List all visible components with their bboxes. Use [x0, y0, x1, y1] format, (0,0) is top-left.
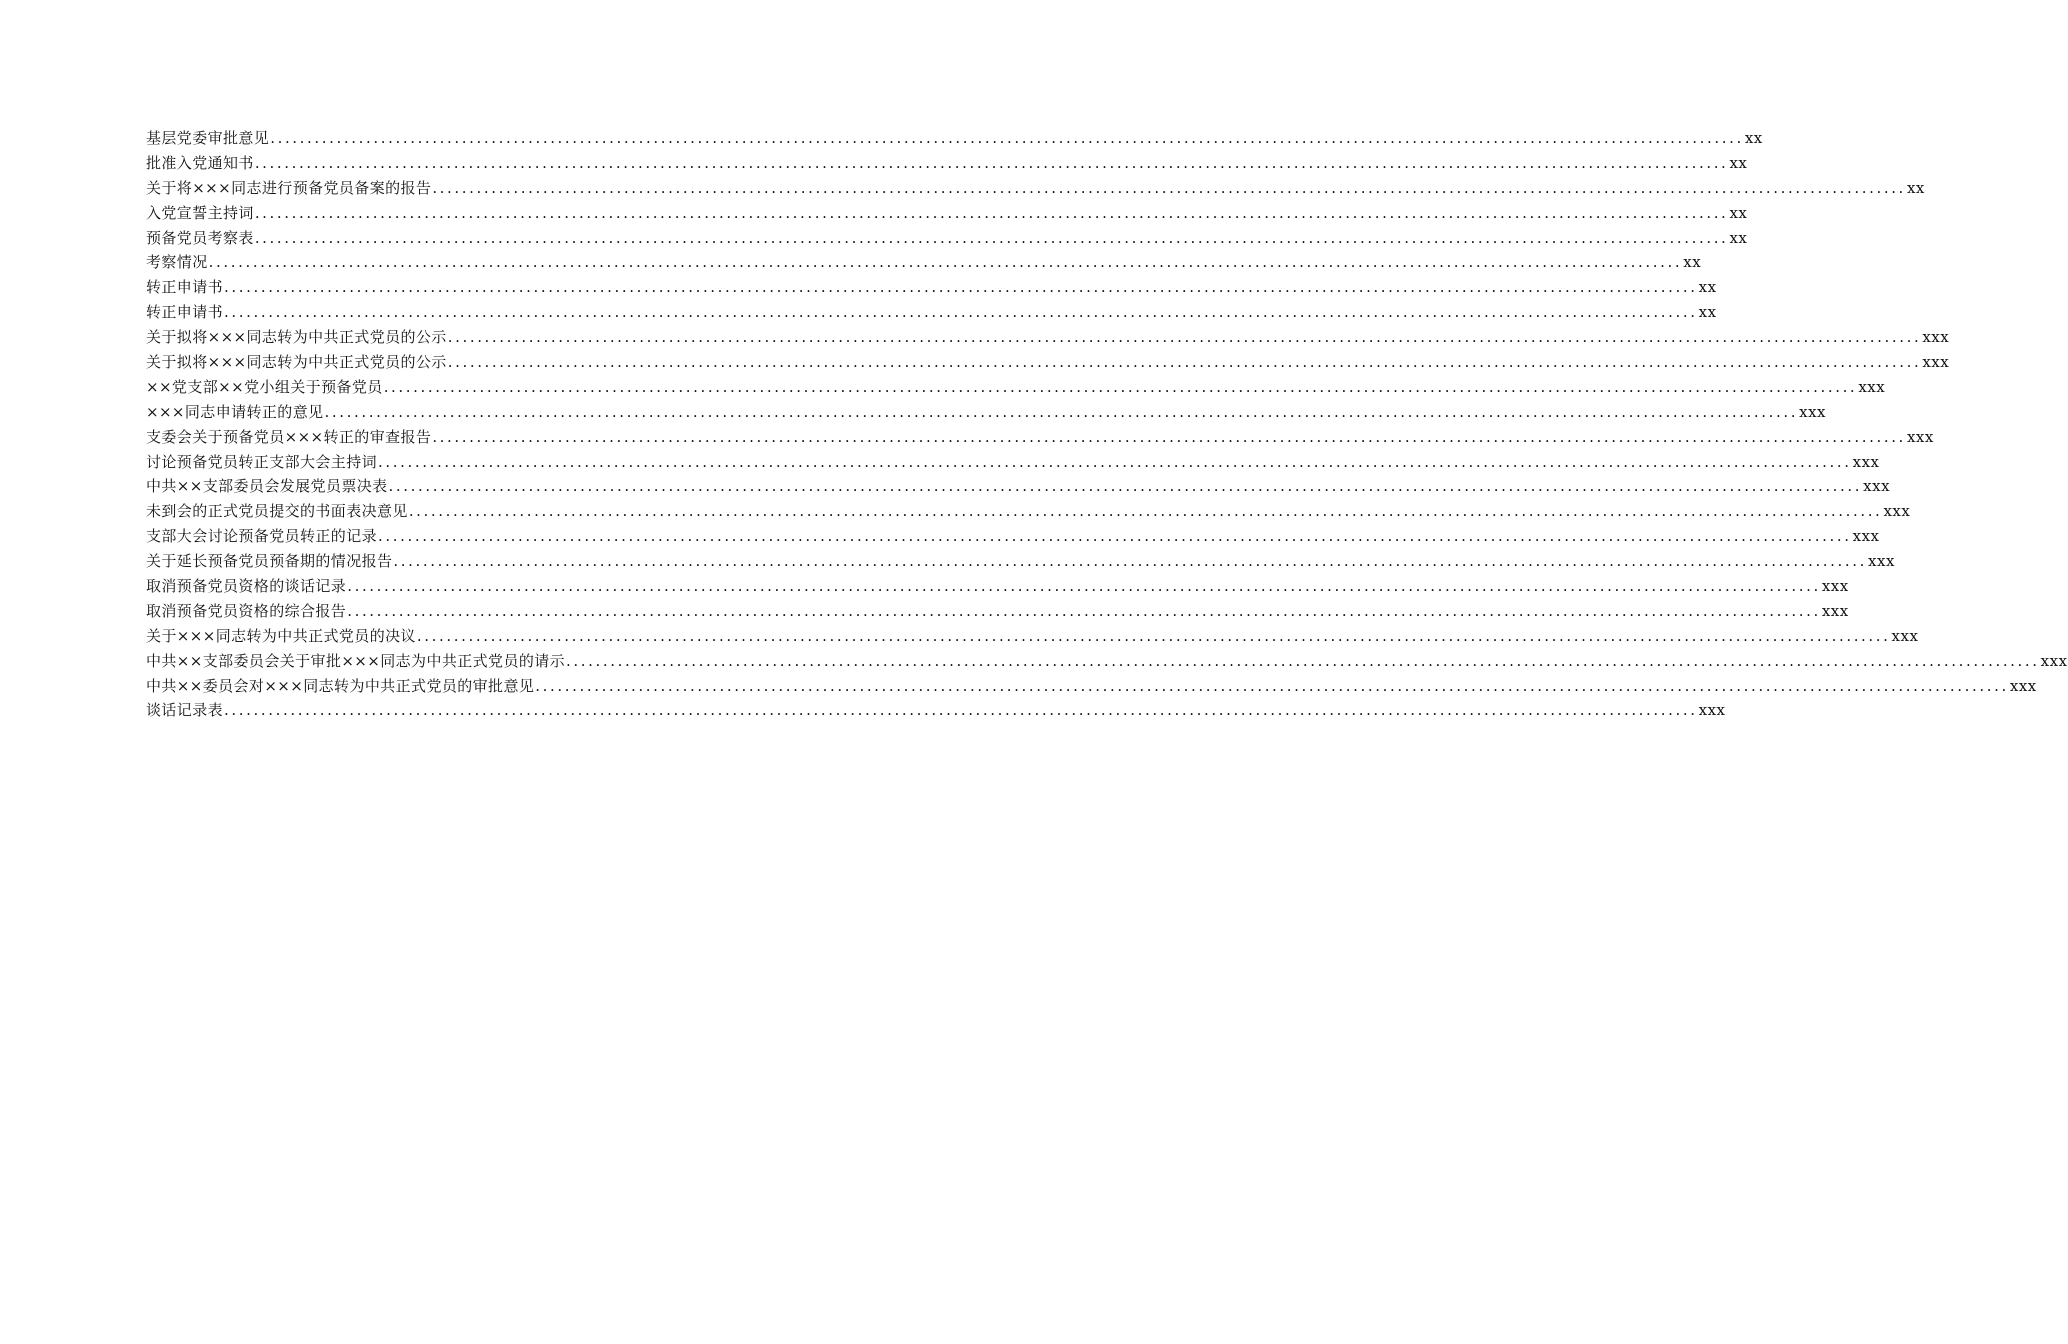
toc-entry-title: 考察情况 — [146, 253, 208, 272]
toc-dot-leader: ........................................................................................................................................................................................................ — [432, 178, 1906, 197]
toc-entry-title: 关于拟将×××同志转为中共正式党员的公示 — [146, 353, 447, 371]
toc-entry-title: 中共××支部委员会关于审批×××同志为中共正式党员的请示 — [146, 651, 566, 670]
toc-entry-page-number: xxx — [1863, 477, 1891, 496]
toc-entry-title: ××党支部××党小组关于预备党员 — [146, 377, 383, 396]
toc-entry-page-number: xxx — [1858, 377, 1886, 396]
toc-entry[interactable] — [146, 674, 2037, 699]
toc-entry-title: 支部大会讨论预备党员转正的记录 — [146, 527, 378, 546]
toc-entry-title: 转正申请书 — [146, 278, 224, 297]
toc-entry[interactable] — [146, 549, 1895, 574]
toc-entry[interactable] — [146, 201, 1748, 226]
toc-entry[interactable] — [146, 226, 1748, 251]
toc-entry-page-number: xxx — [1698, 701, 1726, 720]
toc-dot-leader: ........................................................................................................................................................................................................ — [566, 651, 2040, 670]
toc-entry-page-number: xx — [1729, 153, 1748, 172]
toc-entry-title: 关于延长预备党员预备期的情况报告 — [146, 552, 393, 571]
toc-entry[interactable] — [146, 425, 1934, 450]
toc-entry-title: 未到会的正式党员提交的书面表决意见 — [146, 502, 408, 521]
toc-entry-title: 取消预备党员资格的谈话记录 — [146, 577, 347, 596]
toc-entry-page-number: xxx — [1906, 427, 1934, 446]
toc-entry-page-number: xxx — [1821, 577, 1849, 596]
toc-entry[interactable] — [146, 300, 1717, 325]
toc-entry[interactable] — [146, 325, 1950, 350]
toc-dot-leader: ........................................................................................................................................................................................................ — [393, 552, 1868, 571]
toc-entry-page-number: xx — [1906, 178, 1925, 197]
toc-entry-page-number: xxx — [1821, 601, 1849, 620]
toc-entry-page-number: xxx — [1852, 452, 1880, 471]
toc-dot-leader: ........................................................................................................................................................................................................ — [378, 452, 1852, 471]
toc-dot-leader: ........................................................................................................................................................................................................ — [347, 577, 1821, 596]
toc-dot-leader: ........................................................................................................................................................................................................ — [432, 427, 1906, 446]
toc-entry[interactable] — [146, 400, 1827, 425]
toc-entry-page-number: xx — [1729, 228, 1748, 247]
toc-dot-leader: ........................................................................................................................................................................................................ — [224, 701, 1698, 720]
toc-entry-title: 预备党员考察表 — [146, 228, 254, 247]
toc-entry-title: 中共××支部委员会发展党员票决表 — [146, 477, 388, 496]
toc-entry-title: 讨论预备党员转正支部大会主持词 — [146, 452, 378, 471]
toc-entry-title: ×××同志申请转正的意见 — [146, 402, 324, 421]
toc-entry-page-number: xx — [1683, 253, 1702, 272]
toc-entry[interactable] — [146, 151, 1748, 176]
toc-entry[interactable] — [146, 126, 1763, 151]
toc-entry[interactable] — [146, 574, 1849, 599]
toc-entry[interactable] — [146, 599, 1849, 624]
toc-entry[interactable] — [146, 176, 1925, 201]
toc-dot-leader: ........................................................................................................................................................................................................ — [388, 477, 1863, 496]
toc-dot-leader: ........................................................................................................................................................................................................ — [270, 128, 1744, 147]
toc-entry[interactable] — [146, 624, 1919, 649]
toc-dot-leader: ........................................................................................................................................................................................................ — [254, 228, 1729, 247]
table-of-contents — [146, 126, 2068, 723]
toc-entry[interactable] — [146, 350, 1950, 375]
toc-entry[interactable] — [146, 474, 1891, 499]
toc-entry-page-number: xxx — [2009, 676, 2037, 695]
toc-entry-title: 关于将×××同志进行预备党员备案的报告 — [146, 178, 432, 197]
toc-entry-title: 支委会关于预备党员×××转正的审查报告 — [146, 427, 432, 446]
toc-entry[interactable] — [146, 499, 1911, 524]
toc-entry-page-number: xx — [1744, 128, 1763, 147]
toc-entry[interactable] — [146, 524, 1880, 549]
toc-entry-page-number: xxx — [1922, 353, 1950, 371]
toc-entry[interactable] — [146, 375, 1886, 400]
toc-entry-page-number: xxx — [1799, 402, 1827, 421]
toc-entry[interactable] — [146, 649, 2068, 674]
toc-dot-leader: ........................................................................................................................................................................................................ — [535, 676, 2009, 695]
toc-dot-leader: ........................................................................................................................................................................................................ — [254, 203, 1729, 222]
toc-entry-title: 转正申请书 — [146, 303, 224, 322]
toc-entry-page-number: xxx — [1891, 626, 1919, 645]
toc-entry-page-number: xx — [1729, 203, 1748, 222]
toc-entry[interactable] — [146, 698, 1726, 723]
toc-dot-leader: ........................................................................................................................................................................................................ — [378, 527, 1852, 546]
toc-entry[interactable] — [146, 275, 1717, 300]
toc-dot-leader: ........................................................................................................................................................................................................ — [416, 626, 1891, 645]
toc-entry-page-number: xxx — [2040, 651, 2068, 670]
toc-entry[interactable] — [146, 250, 1702, 275]
toc-entry-title: 中共××委员会对×××同志转为中共正式党员的审批意见 — [146, 676, 535, 695]
toc-entry-page-number: xxx — [1883, 502, 1911, 521]
toc-dot-leader: ........................................................................................................................................................................................................ — [208, 253, 1683, 272]
toc-dot-leader: ........................................................................................................................................................................................................ — [408, 502, 1883, 521]
toc-dot-leader: ........................................................................................................................................................................................................ — [224, 303, 1698, 322]
toc-entry-title: 入党宣誓主持词 — [146, 203, 254, 222]
toc-dot-leader: ........................................................................................................................................................................................................ — [347, 601, 1821, 620]
toc-entry-page-number: xx — [1698, 278, 1717, 297]
toc-dot-leader: ........................................................................................................................................................................................................ — [447, 353, 1922, 371]
toc-entry-title: 取消预备党员资格的综合报告 — [146, 601, 347, 620]
toc-dot-leader: ........................................................................................................................................................................................................ — [324, 402, 1799, 421]
toc-dot-leader: ........................................................................................................................................................................................................ — [383, 377, 1858, 396]
toc-dot-leader: ........................................................................................................................................................................................................ — [254, 153, 1729, 172]
toc-entry-page-number: xx — [1698, 303, 1717, 322]
toc-entry-title: 谈话记录表 — [146, 701, 224, 720]
toc-entry-page-number: xxx — [1852, 527, 1880, 546]
toc-dot-leader: ........................................................................................................................................................................................................ — [224, 278, 1698, 297]
toc-entry-title: 关于×××同志转为中共正式党员的决议 — [146, 626, 416, 645]
toc-entry-title: 基层党委审批意见 — [146, 128, 270, 147]
toc-dot-leader: ........................................................................................................................................................................................................ — [447, 328, 1922, 347]
toc-entry-title: 关于拟将×××同志转为中共正式党员的公示 — [146, 328, 447, 347]
toc-entry-page-number: xxx — [1868, 552, 1895, 571]
toc-entry-title: 批准入党通知书 — [146, 153, 254, 172]
toc-entry[interactable] — [146, 450, 1880, 475]
toc-entry-page-number: xxx — [1922, 328, 1950, 347]
